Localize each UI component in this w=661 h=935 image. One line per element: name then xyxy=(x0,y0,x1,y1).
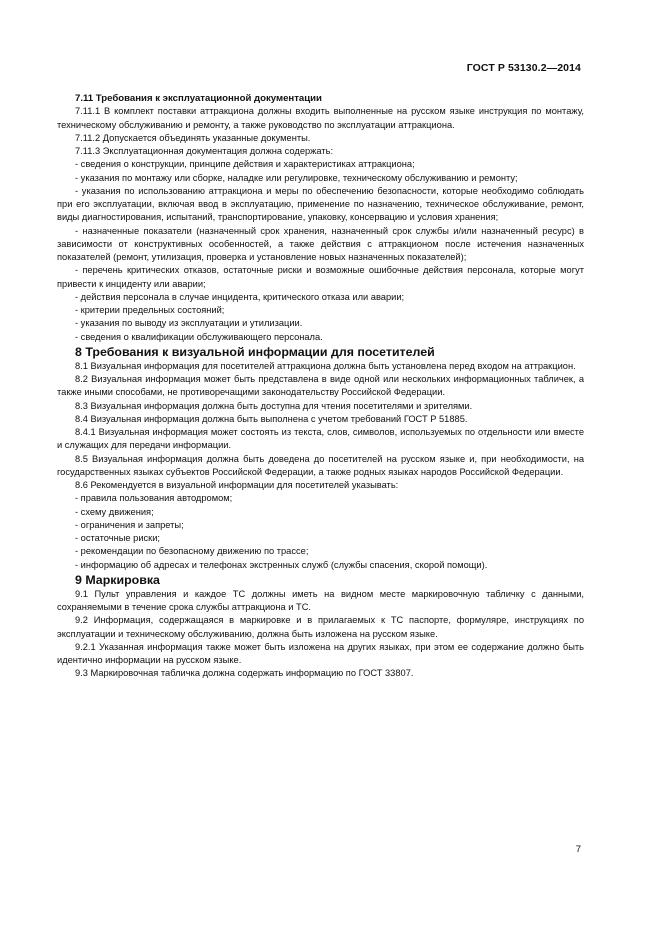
list-item: - перечень критических отказов, остаточные риски и возможные ошибочные действия персонала, которые могут привести к инциденту или аварии; xyxy=(57,265,584,289)
paragraph: 8.3 Визуальная информация должна быть доступна для чтения посетителями и зрителями. xyxy=(75,400,473,411)
list-item: - назначенные показатели (назначенный срок хранения, назначенный срок службы и/или назначенный ресурс) в зависимости от конструктивных особенностей, а также действия с аттракционом после истечения назначенных показателей (ремонт, утилизация, проверка и установление новых назначенных показателей); xyxy=(57,225,584,262)
section-title-7-11: 7.11 Требования к эксплуатационной документации xyxy=(75,93,322,104)
list-item: - сведения о квалификации обслуживающего персонала. xyxy=(75,331,323,342)
section-title-8: 8 Требования к визуальной информации для посетителей xyxy=(75,344,435,359)
paragraph: 8.6 Рекомендуется в визуальной информации для посетителей указывать: xyxy=(75,480,399,490)
list-item: - рекомендации по безопасному движению по трассе; xyxy=(75,546,309,557)
paragraph: 9.2 Информация, содержащаяся в маркировке и в прилагаемых к ТС паспорте, формуляре, инструкциях по эксплуатации и техническому обслуживанию, должна быть изложена на русском языке. xyxy=(57,615,584,639)
list-item: - критерии предельных состояний; xyxy=(75,305,225,315)
paragraph: 7.11.3 Эксплуатационная документация должна содержать: xyxy=(75,146,334,156)
list-item: - сведения о конструкции, принципе действия и характеристиках аттракциона; xyxy=(75,159,415,170)
list-item: - действия персонала в случае инцидента, критического отказа или аварии; xyxy=(75,291,405,302)
paragraph: 9.2.1 Указанная информация также может быть изложена на других языках, при этом ее содержание должно быть идентично информации на русском языке. xyxy=(57,641,584,665)
paragraph: 8.2 Визуальная информация может быть представлена в виде одной или нескольких информационных табличек, а также иными способами, не противоречащими законодательству Российской Федерации. xyxy=(57,374,584,398)
paragraph: 7.11.2 Допускается объединять указанные документы. xyxy=(75,132,311,143)
section-8-body xyxy=(57,360,584,572)
list-item: - указания по использованию аттракциона и меры по обеспечению безопасности, которые необходимо соблюдать при его эксплуатации, включая ввод в эксплуатацию, применение по назначению, техническое обслуживание, ремонт, виды диагностирования, испытаний, транспортирование, упаковку, консервацию и условия хранения; xyxy=(57,185,584,223)
list-item: - остаточные риски; xyxy=(75,533,161,543)
list-item: - указания по выводу из эксплуатации и утилизации. xyxy=(75,318,303,329)
list-item: - указания по монтажу или сборке, наладке или регулировке, техническому обслуживанию и ремонту; xyxy=(75,172,518,183)
section-title-9: 9 Маркировка xyxy=(75,572,160,587)
paragraph: 8.5 Визуальная информация должна быть доведена до посетителей на русском языке и, при необходимости, на государственных языках субъектов Российской Федерации, а также родных языках народов Российской Федерации. xyxy=(57,453,584,477)
document-header: ГОСТ Р 53130.2—2014 xyxy=(466,62,581,74)
paragraph: 7.11.1 В комплект поставки аттракциона должны входить выполненные на русском языке инструкция по монтажу, техническому обслуживанию и ремонту, а также руководство по эксплуатации аттракциона. xyxy=(57,106,584,130)
list-item: - ограничения и запреты; xyxy=(75,519,184,530)
page-content xyxy=(57,92,584,681)
paragraph: 9.1 Пульт управления и каждое ТС должны иметь на видном месте маркировочную табличку с данными, сохраняемыми в течение срока службы аттракциона и ТС. xyxy=(57,588,584,612)
section-9-body xyxy=(57,588,584,681)
list-item: - схему движения; xyxy=(75,506,154,517)
paragraph: 9.3 Маркировочная табличка должна содержать информацию по ГОСТ 33807. xyxy=(75,668,414,679)
list-item: - информацию об адресах и телефонах экстренных служб (службы спасения, скорой помощи). xyxy=(75,559,488,570)
list-item: - правила пользования автодромом; xyxy=(75,493,233,504)
page-number: 7 xyxy=(575,844,581,855)
paragraph: 8.4.1 Визуальная информация может состоять из текста, слов, символов, используемых по отдельности или вместе и служащих для передачи информации. xyxy=(57,427,584,451)
paragraph: 8.1 Визуальная информация для посетителей аттракциона должна быть установлена перед входом на аттракцион. xyxy=(75,360,576,371)
section-7-11-body xyxy=(57,105,584,344)
paragraph: 8.4 Визуальная информация должна быть выполнена с учетом требований ГОСТ Р 51885. xyxy=(75,413,468,424)
